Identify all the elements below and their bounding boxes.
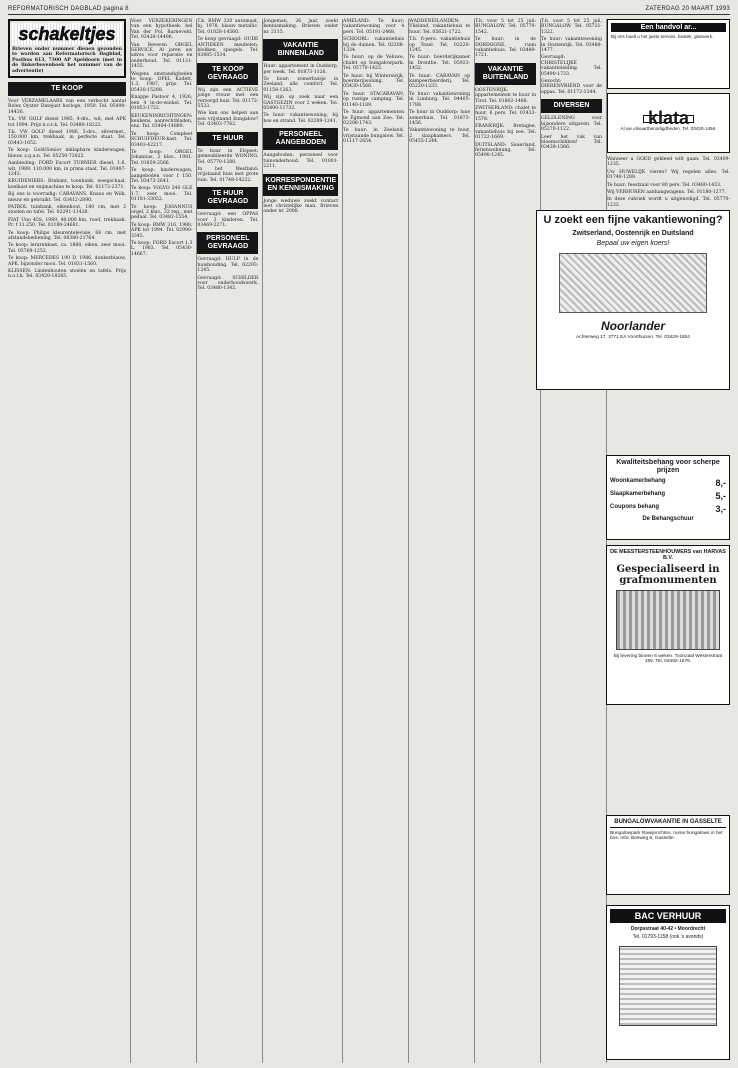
ad-box-handvol xyxy=(607,19,730,89)
ads-column-6 xyxy=(409,19,470,145)
column-5 xyxy=(342,19,404,1063)
classified-ad: Gevraagd: SCHILDER voor onderhoudswerk. Tel. 03480-1342. xyxy=(197,275,259,292)
classified-ad: OOSTENRIJK: appartementen te huur in Tirol. Tel. 01802-1488. xyxy=(475,87,537,104)
classified-ad: Voor VERZEKERINGEN van een hypotheek: bel Van der Pol, Barneveld. Tel. 03420-14406. xyxy=(131,19,193,41)
classified-ad: Vakantiewoning te huur, 2 slaapkamers. Tel. 05455-1244. xyxy=(409,128,471,145)
classified-ad: Leer het vak van bloemschikken! Tel. 03438-1566. xyxy=(541,134,602,151)
classified-ad: Te huur in Elspeet: gemeubileerde WONING. Tel. 05770-1288. xyxy=(197,148,259,165)
classified-ad: Te huur: vakantiewoning in Limburg. Tel. 04405-1788. xyxy=(409,91,471,108)
section-vakantie-binnenland: VAKANTIE BINNENLAND xyxy=(263,39,338,61)
classified-ad: Te huur: appartementen te Egmond aan Zee. Tel. 02206-1743. xyxy=(343,110,405,126)
vakantie-tag: Bepaal uw eigen koers! xyxy=(596,240,670,247)
column-6 xyxy=(408,19,470,1063)
classified-ad: Te koop gevraagd: OUDE ANTIEKEN meubelen, klokken, spiegels. Tel. 03485-1534. xyxy=(197,37,259,59)
classified-ad: In het Westland: vrijstaand huis met grote tuin. Tel. 01748-14222. xyxy=(197,166,259,183)
bungalow-text: Bungalowpark Rawijnrichten, ruime bungalows in het bos. Info: Bosweg 6, Gasselte. xyxy=(610,831,723,842)
classified-ad: Te huur: vakantiewoning, bij bos en strand. Tel. 02289-1241. xyxy=(263,113,339,124)
classified-ad: Wij zijn op zoek naar een GASTGEZIN voor 2 weken. Tel. 05490-11732. xyxy=(263,95,339,112)
classified-ad: T.h. 6-pers. vakantiehuis op Texel. Tel. 02220-1245. xyxy=(409,37,471,54)
classified-ad: Te huur: boerderijkamer in Drenthe. Tel. 05923-1452. xyxy=(409,55,471,72)
vakantie-headline: U zoekt een fijne vakantiewoning? xyxy=(543,214,723,226)
ads-column-3c xyxy=(197,149,258,183)
classified-ad: Gevraagd: CHRISTELIJKE vakantieleiding. Tel. 05490-1733. xyxy=(541,55,602,77)
classified-ad: Aanbieding: FORD Escort TURNIER diesel, 1.6, wit, 1989, 110.000 km, in prima staat. Tel. 03487-1243. xyxy=(8,161,126,177)
classified-ad: In deze rubriek wordt u uitgenodigd. Tel. 05770-1233. xyxy=(606,197,730,208)
ads-column-1 xyxy=(8,99,126,280)
classified-ad: DUITSLAND: Sauerland, ferienwohnung. Tel. 05490-1245. xyxy=(475,142,537,159)
behang-price: 8,- xyxy=(715,478,726,488)
ads-column-3b xyxy=(197,88,258,128)
classified-ad: T.h. voor 5 tot 25 juli: BUNGALOW. Tel. 05770-1542. xyxy=(475,19,537,35)
classified-ad: WADDENEILANDEN: Vlieland, vakantiehuis te huur. Tel. 05621-1722. xyxy=(409,19,471,35)
ad-box-klata xyxy=(607,93,730,153)
classified-ad: Wegens omstandigheden te koop: OPEL Kadett, 1.3, 1987, grijs. Tel. 05430-15288. xyxy=(131,71,193,93)
section-personeel-aangeboden: PERSONEEL AANGEBODEN xyxy=(263,128,338,150)
classified-ad: Voor VERZAMELAARS van een verkocht aantal Rolex Oyster Datejust horloge, 1950. Tel. 05490-14436. xyxy=(8,99,126,115)
classified-ad: T.k. VW GOLF diesel 1985, 4-drs., wit, met APK tot 1994. Prijs n.o.t.k. Tel. 03480-18322. xyxy=(8,117,126,128)
classified-ad: Huur: appartement in Ouddorp, per week. Tel. 01873-1126. xyxy=(263,64,339,75)
column-3 xyxy=(196,19,258,1063)
classified-ad: Wie kan ons helpen aan een vrijstaand bungalow? Tel. 03403-7762. xyxy=(197,111,259,128)
section-correspondentie: KORRESPONDENTIE EN KENNISMAKING xyxy=(263,174,338,196)
classified-ad: Knappe Pastoor 4, 1926, een 4 in-de-winkel. Tel. 01853-1722. xyxy=(131,95,193,112)
classified-ad: AMELAND: Te huur: vakantiewoning voor 4 pers. Tel. 05191-2468. xyxy=(343,19,405,35)
classified-ad: Te huur in Ouddorp: luxe zomerhuis. Tel. 01873-1456. xyxy=(409,110,471,126)
column-8 xyxy=(540,19,602,1063)
ad-box-bac xyxy=(606,905,730,1060)
classified-ad: Te huur: bij Winterswijk, boerderijwoning. Tel. 05430-1566. xyxy=(343,73,405,90)
column-7 xyxy=(474,19,536,1063)
harvas-title: Gespecialiseerd in grafmonumenten xyxy=(616,564,720,586)
ad-box-bungalow xyxy=(606,815,730,895)
section-te-huur-gevraagd: TE HUUR GEVRAAGD xyxy=(197,187,258,209)
classified-ad: Aangeboden: personeel voor tuinonderhoud. Tel. 01801-2211. xyxy=(263,153,339,170)
bac-title: BAC VERHUUR xyxy=(610,909,726,923)
running-header xyxy=(8,6,730,15)
section-te-huur: TE HUUR xyxy=(197,132,258,146)
ads-column-5 xyxy=(343,19,404,145)
classified-ad: FRANKRIJK: Bretagne, vakantiehuis bij zee. Tel. 01722-1669. xyxy=(475,124,537,141)
trailer-photo-icon xyxy=(619,946,718,1026)
classified-ad: Gevraagd: een OPPAS voor 3 kinderen. Tel. 03469-2271. xyxy=(197,212,259,228)
ads-column-4d xyxy=(263,199,338,215)
classified-ad: SCHOORL: vakantiehuis bij de duinen. Tel. 02208-1334. xyxy=(343,37,405,54)
ads-column-3a xyxy=(197,19,258,59)
section-vakantie-buitenland: VAKANTIE BUITENLAND xyxy=(475,63,536,85)
classified-ad: Te huur: STACARAVAN, op rustige camping. Tel. 01140-1189. xyxy=(343,91,405,108)
behang-label: Slaapkamerbehang xyxy=(610,491,666,497)
masthead-subtitle: Brieven onder nummer dienen gezonden te worden aan Reformatorisch Dagblad, Postbus 613, 7300 AP Apeldoorn (met in de linkerbovenhoek het nummer van de advertentie) xyxy=(12,47,122,74)
classified-ad: Te koop: ORGEL Johannus, 2 klav., 1981. Tel. 01859-2566. xyxy=(131,149,193,166)
vakantie-sub: Zwitserland, Oostenrijk en Duitsland xyxy=(572,230,694,237)
classified-ad: Gevraagd: HULP in de huishouding. Tel. 02293-1245. xyxy=(197,257,259,274)
behang-price: 3,- xyxy=(715,504,726,514)
column-1 xyxy=(8,19,126,1063)
ad-box-handvol-text: Bij ons haalt u het juiste servies, bestek, glaswerk. xyxy=(610,34,714,40)
classified-ad: Bij ons is voorradig: CARAVANS, Knaus en Wilk, nieuw en gebruikt. Tel. 03412-2890. xyxy=(8,192,126,203)
classified-ad: Jongeman, 26 jaar, zoekt kennismaking. Brieven onder nr. 2115. xyxy=(263,19,339,35)
ad-box-klata-text: Al uw uitvaartbenodigdheden. Tel. 03430-1456. xyxy=(620,125,717,131)
behang-label: Woonkamerbehang xyxy=(610,478,666,484)
classified-ad: Te koop: MERCEDES 190 D, 1986, donkerblauw, APK, bijzonder mooi. Tel. 01831-1560. xyxy=(8,256,126,267)
classified-ad: FIAT Uno 45S, 1989, 40.000 km, rood, trekhaak. Pr. f 11.250. Tel. 01180-24681. xyxy=(8,217,126,229)
ads-column-3d xyxy=(197,212,258,228)
classified-ad: ZWITSERLAND: chalet te huur, 6 pers. Tel. 03433-1578. xyxy=(475,106,537,122)
behang-shop: De Behangschuur xyxy=(642,516,694,522)
classified-ad: Te koop: BMW 316, 1988, APK tot 1994. Tel. 02990-3345. xyxy=(131,222,193,239)
classified-ad: Van Beveren ORGEL SERVICE. Al jaren uw adres voor reparatie en onderhoud. Tel. 01131-1455. xyxy=(131,42,193,70)
behang-price-row xyxy=(610,478,726,488)
ads-column-8b xyxy=(541,116,602,150)
ad-box-behang xyxy=(606,455,730,540)
running-header-left: REFORMATORISCH DAGBLAD pagina 8 xyxy=(8,6,129,12)
classified-ad: Te koop: FORD Escort 1.3 L, 1983. Tel. 05430-14667. xyxy=(131,241,193,257)
behang-price-row xyxy=(610,491,726,501)
bac-address: Dorpsstraat 40-42 • Moordrecht xyxy=(630,926,706,932)
harvas-top: DE MEESTERSTEENHOUWERS van HARVAS B.V. xyxy=(610,549,726,561)
running-header-right: ZATERDAG 20 MAART 1993 xyxy=(645,6,730,12)
ad-box-vakantie xyxy=(536,210,730,390)
ads-column-7a xyxy=(475,19,536,59)
section-te-koop-gevraagd: TE KOOP GEVRAAGD xyxy=(197,63,258,85)
ads-column-7b xyxy=(475,88,536,159)
classified-ad: T.h. voor 5 tot 25 juli, BUNGALOW. Tel. 05721-1322. xyxy=(541,19,602,35)
classified-ad: Te koop: JOHANNUS orgel, 2 klav., 32 reg., met pedaal. Tel. 03482-1554. xyxy=(131,204,193,221)
masthead-title: schakeltjes xyxy=(12,23,122,45)
ads-column-4a xyxy=(263,19,338,35)
classified-ad: Te koop: kinderwagen, aangeboden voor f 150. Tel. 03473-2641. xyxy=(131,168,193,184)
classified-ad: Uw HUWELIJK vieren? Wij regelen alles. Tel. 01740-1289. xyxy=(606,169,730,181)
classified-ad: Te huur: op de Veluwe, chalet op bungalowpark. Tel. 05770-1423. xyxy=(343,55,405,72)
vakantie-contact: Achterweg 17, 3771 EA Voorthuizen. Tel. 03429-1854 xyxy=(576,335,690,340)
classified-ad: KLISSEN: Lindenhouten stoelen en tafels. Prijs n.o.t.k. Tel. 03420-18265. xyxy=(8,269,126,280)
classified-ad: Te huur: feestzaal voor 80 pers. Tel. 03480-1433. xyxy=(606,182,722,188)
classified-ad: Te huur: CARAVAN op kampeerboerderij. Tel. 05220-1233. xyxy=(409,73,471,90)
behang-label: Coupons behang xyxy=(610,504,659,510)
classified-ad: Te huur: in de DORDOGNE, ruim vakantiehuis. Tel. 03480-1721. xyxy=(475,37,537,59)
ads-column-8a xyxy=(541,19,602,95)
section-personeel-gevraagd: PERSONEEL GEVRAAGD xyxy=(197,232,258,254)
ads-column-9 xyxy=(607,157,730,208)
classified-ad: KRUIDENIERS: Brabant, toonbank, weegschaal, koelkast en snijmachine te koop. Tel. 01172-2371. xyxy=(8,179,126,190)
behang-price-row xyxy=(610,504,726,514)
classified-ad: Te koop: VOLVO 340 GLE 1.7, zeer mooi. Tel. 01181-33052. xyxy=(131,186,193,203)
classified-ad: T.k. VW GOLF diesel 1986, 5-drs., zilvermet., 150.000 km, trekhaak, in perfecte staat. Tel. 03443-1652. xyxy=(8,130,126,146)
classified-ad: KEUKENINRICHTINGEN: keukens, aanrechtbladen, enz. Tel. 03404-14889. xyxy=(131,113,193,130)
classified-ad: PATROL tuinbank, eikenhout, 180 cm, met 2 stoelen en tafel. Tel. 02291-11428. xyxy=(8,204,126,216)
vakantie-photo-icon xyxy=(559,253,708,313)
column-4 xyxy=(262,19,338,1063)
masthead xyxy=(8,19,126,78)
section-te-koop: TE KOOP xyxy=(8,82,126,96)
ads-column-2 xyxy=(131,19,192,257)
gravestone-photo-icon xyxy=(616,590,720,650)
harvas-text: Bij levering binnen 6 weken. Toonzaal Westerstraat 155. Tel. 03482-1576. xyxy=(613,654,723,665)
section-diversen: DIVERSEN xyxy=(541,99,602,113)
ad-box-harvas xyxy=(606,545,730,705)
column-2 xyxy=(130,19,192,1063)
classified-ad: Wij VERHUREN aanhangwagens. Tel. 01180-1277. xyxy=(606,190,727,196)
ad-box-handvol-title: Een handvol ar... xyxy=(611,23,726,32)
classified-ad: Wij zijn een ACTIEVE jonge vrouw met een verzorgd huis. Tel. 01172-5533. xyxy=(197,87,259,110)
classified-ad: Te koop: Gold/Senior inklapbare kinderwagen, blauw, z.g.a.n. Tel. 05250-73022. xyxy=(8,148,126,159)
classified-ad: Te koop: Compleet SCHUIFDEUR-kast. Tel. 03403-42217. xyxy=(131,131,193,148)
noorlander-logo: Noorlander xyxy=(600,319,665,333)
behang-title: Kwaliteitsbehang voor scherpe prijzen xyxy=(616,459,720,474)
klata-logo: klata xyxy=(643,115,694,122)
classified-ad: Te huur: in Zeeland, vrijstaande bungalow. Tel. 01117-2654. xyxy=(343,128,405,145)
classified-ad: Wanneer u GOED gekleed wilt gaan: Tel. 03409-1235. xyxy=(606,157,730,168)
behang-price: 5,- xyxy=(715,491,726,501)
ads-column-3e xyxy=(197,257,258,291)
ads-column-4b xyxy=(263,64,338,124)
bungalow-title: BUNGALOWVAKANTIE IN GASSELTE xyxy=(610,819,726,828)
classified-ad: T.k. BMW 320 automaat, bj. 1978, blauw metallic. Tel. 01828-14560. xyxy=(197,19,259,35)
bac-phone: Tel. 01793-1158 (ook 's avonds) xyxy=(632,934,704,940)
classified-ad: Te huur: vakantiewoning in Oostenrijk. Tel. 03480-1477. xyxy=(541,37,602,54)
classified-ad: Gezocht: DIERENVRIEND voor de oppas. Tel. 01172-1344. xyxy=(541,79,602,95)
classified-ad: Te huur: zomerhuisje in Zeeland, alle comfort. Tel. 01158-1263. xyxy=(263,77,339,93)
classified-ad: Te koop: Philips kleurentelevisie, 66 cm, met afstandsbediening. Tel. 08380-21764. xyxy=(8,230,126,241)
classified-ad: Te koop: lerarenkast, ca. 1880, eiken, zeer mooi. Tel. 05769-1252. xyxy=(8,243,126,254)
classified-ad: GELDLENING voor bijzondere uitgaven. Tel. 05270-1122. xyxy=(541,116,602,133)
classified-ad: Jonge weduwe zoekt contact met christelijke man. Brieven onder nr. 2088. xyxy=(263,198,339,215)
behang-price-list xyxy=(610,478,726,514)
ads-column-4c xyxy=(263,153,338,169)
